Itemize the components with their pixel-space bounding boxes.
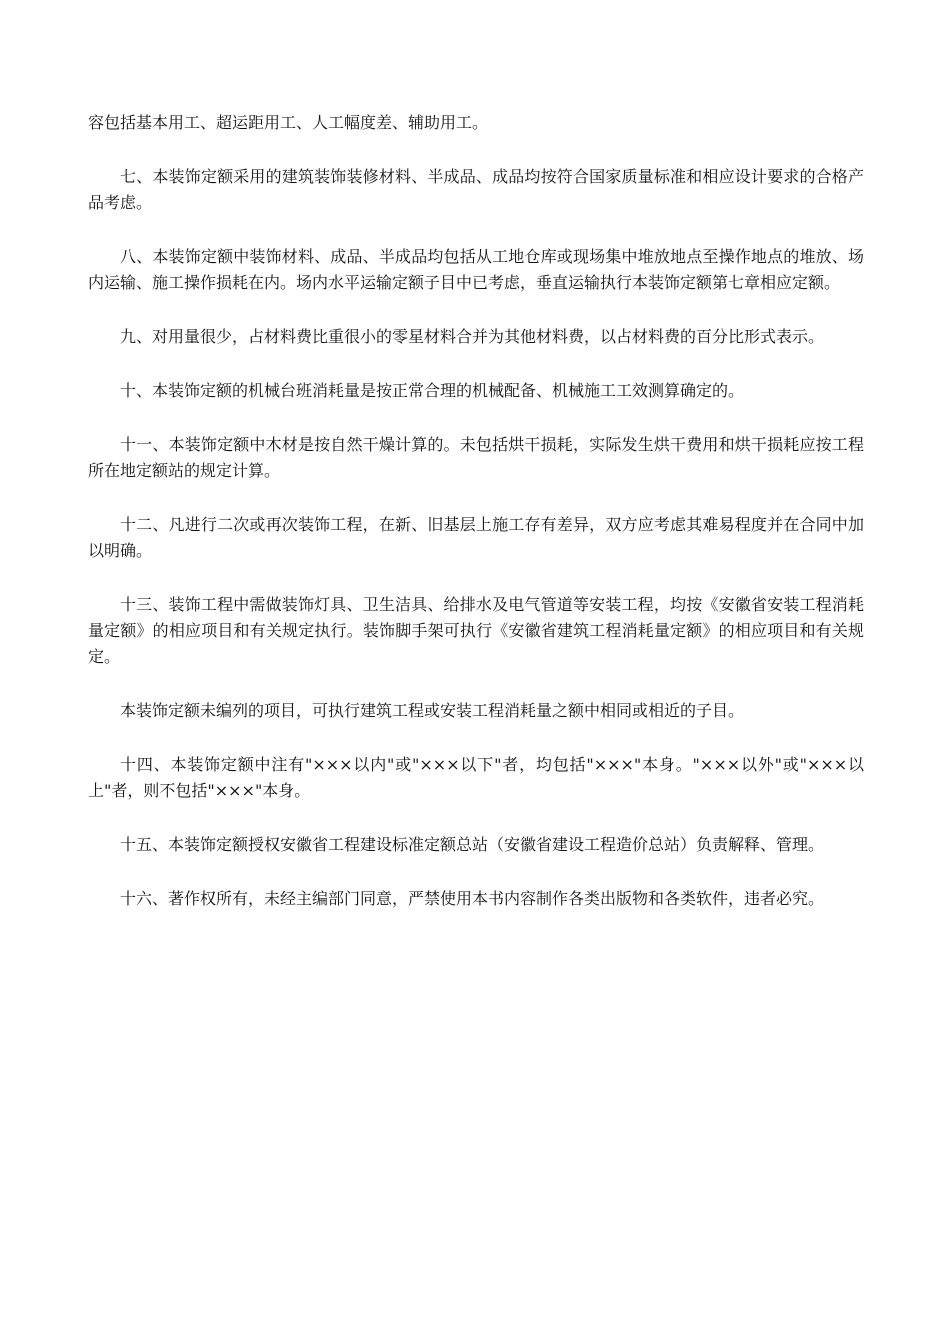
paragraph-item-15: 十五、本装饰定额授权安徽省工程建设标准定额总站（安徽省建设工程造价总站）负责解释、管理。 — [120, 835, 825, 854]
paragraph-item-16: 十六、著作权所有，未经主编部门同意，严禁使用本书内容制作各类出版物和各类软件，违者必究。 — [120, 889, 825, 908]
paragraph-item-7: 七、本装饰定额采用的建筑装饰装修材料、半成品、成品均按符合国家质量标准和相应设计要求的合格产品考虑。 — [88, 167, 864, 212]
paragraph-item-12: 十二、凡进行二次或再次装饰工程，在新、旧基层上施工存有差异，双方应考虑其难易程度并在合同中加以明确。 — [88, 515, 864, 560]
paragraph-item-10: 十、本装饰定额的机械台班消耗量是按正常合理的机械配备、机械施工工效测算确定的。 — [120, 381, 745, 400]
paragraph-item-14: 十四、本装饰定额中注有"×××以内"或"×××以下"者，均包括"×××"本身。"×××以外"或"×××以上"者，则不包括"×××"本身。 — [88, 755, 864, 800]
paragraph-item-11: 十一、本装饰定额中木材是按自然干燥计算的。未包括烘干损耗，实际发生烘干费用和烘干损耗应按工程所在地定额站的规定计算。 — [88, 435, 864, 480]
paragraph-item-8: 八、本装饰定额中装饰材料、成品、半成品均包括从工地仓库或现场集中堆放地点至操作地点的堆放、场内运输、施工操作损耗在内。场内水平运输定额子目中已考虑，垂直运输执行本装饰定额第七章相应定额。 — [88, 247, 864, 292]
paragraph-note: 本装饰定额未编列的项目，可执行建筑工程或安装工程消耗量之额中相同或相近的子目。 — [120, 701, 745, 720]
document-page — [88, 110, 864, 940]
paragraph-item-9: 九、对用量很少，占材料费比重很小的零星材料合并为其他材料费，以占材料费的百分比形式表示。 — [120, 327, 825, 346]
paragraph-item-13: 十三、装饰工程中需做装饰灯具、卫生洁具、给排水及电气管道等安装工程，均按《安徽省安装工程消耗量定额》的相应项目和有关规定执行。装饰脚手架可执行《安徽省建筑工程消耗量定额》的相应项目和有关规定。 — [88, 595, 864, 666]
paragraph-continuation: 容包括基本用工、超运距用工、人工幅度差、辅助用工。 — [88, 113, 489, 132]
